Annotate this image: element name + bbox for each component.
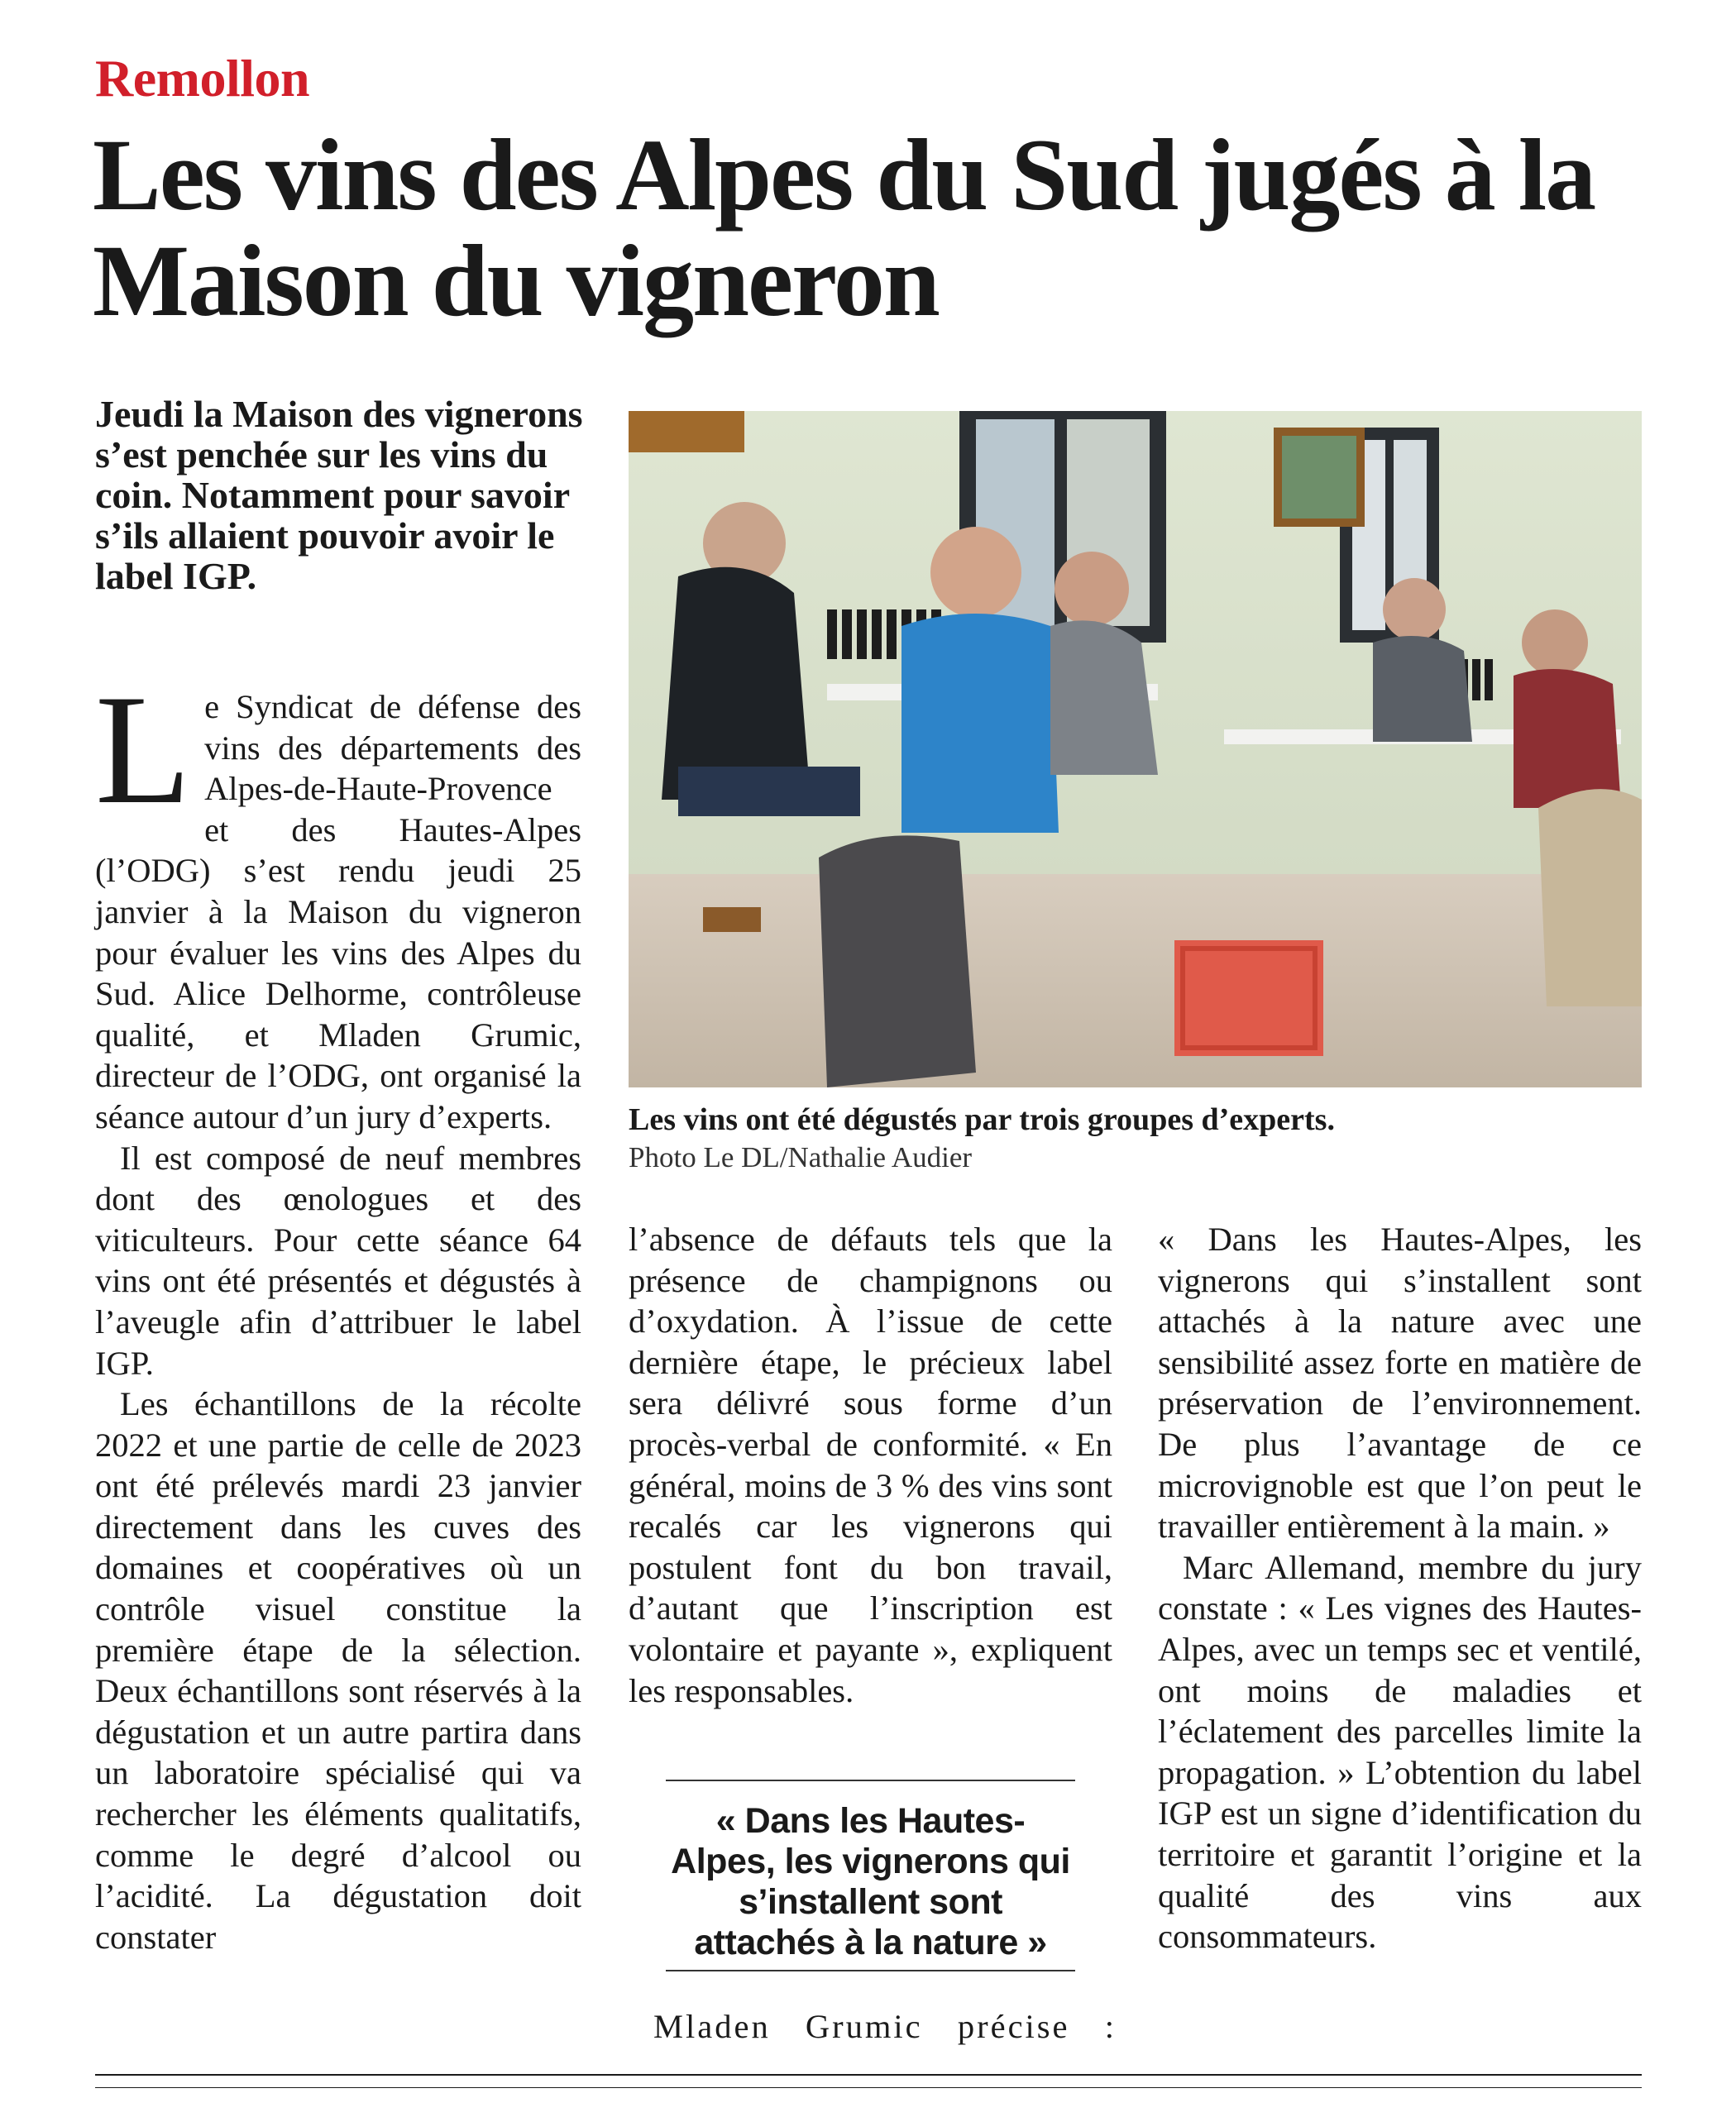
paragraph: Mladen Grumic précise : [653,2008,1117,2045]
bottom-rule [95,2087,1642,2088]
bottom-rule [95,2074,1642,2076]
article-column-1 [95,663,581,1957]
article-headline: Les vins des Alpes du Sud jugés à la Maison du vigneron [93,118,1595,337]
photo-caption [629,1100,1642,1176]
paragraph: Les échantillons de la récolte 2022 et une partie de celle de 2023 ont été prélevés mardi 23 janvier directement dans les cuves des domaines et coopératives où un contrôle visuel constitue la première étape de la sélection. Deux échantillons sont réservés à la dégustation et un autre partira dans un laboratoire spécialisé qui va rechercher les éléments qualitatifs, comme le degré d’alcool ou l’acidité. La dégustation doit constater [95,1385,581,1956]
article-column-2 [629,1219,1112,1711]
article-column-3 [1158,1219,1642,1957]
article-lead: Jeudi la Maison des vignerons s’est penchée sur les vins du coin. Notamment pour savoir s’ils allaient pouvoir avoir le label IGP. [95,393,583,597]
paragraph: l’absence de défauts tels que la présence de champignons ou d’oxydation. À l’issue de cette dernière étape, le précieux label sera délivré sous forme d’un procès-verbal de conformité. « En général, moins de 3 % des vins sont recalés car les vignerons qui postulent font du bon travail, d’autant que l’inscription est volontaire et payante », expliquent les responsables. [629,1221,1112,1709]
pull-quote-box [666,1780,1075,1971]
section-kicker: Remollon [95,49,310,108]
drop-cap: L [95,663,192,837]
photo-credit: Photo Le DL/Nathalie Audier [629,1141,973,1173]
pull-quote: « Dans les Hautes-Alpes, les vignerons qui s’installent sont attachés à la nature » [671,1801,1070,1962]
paragraph: Marc Allemand, membre du jury constate : « Les vignes des Hautes-Alpes, avec un temps sec et ventilé, ont moins de maladies et l’éclatement des parcelles limite la propagation. » L’obtention du label IGP est un signe d’identification du territoire et garantit l’origine et la qualité des vins aux consommateurs. [1158,1548,1642,1956]
paragraph: « Dans les Hautes-Alpes, les vignerons qui s’installent sont attachés à la nature avec une sensibilité assez forte en matière de préservation de l’environnement. De plus l’avantage de ce microvignoble est que l’on peut le travailler entièrement à la main. » [1158,1221,1642,1546]
paragraph: Il est composé de neuf membres dont des œnologues et des viticulteurs. Pour cette séance 64 vins ont été présentés et dégustés à l’aveugle afin d’attribuer le label IGP. [95,1139,581,1382]
paragraph: Le Syndicat de défense des vins des départements des Alpes-de-Haute-Provence et des Hautes-Alpes (l’ODG) s’est rendu jeudi 25 janvier à la Maison du vigneron pour évaluer les vins des Alpes du Sud. Alice Delhorme, contrôleuse qualité, et Mladen Grumic, directeur de l’ODG, ont organisé la séance autour d’un jury d’experts. [95,663,581,1135]
article-photo [629,411,1642,1087]
caption-title: Les vins ont été dégustés par trois groupes d’experts. [629,1102,1335,1137]
